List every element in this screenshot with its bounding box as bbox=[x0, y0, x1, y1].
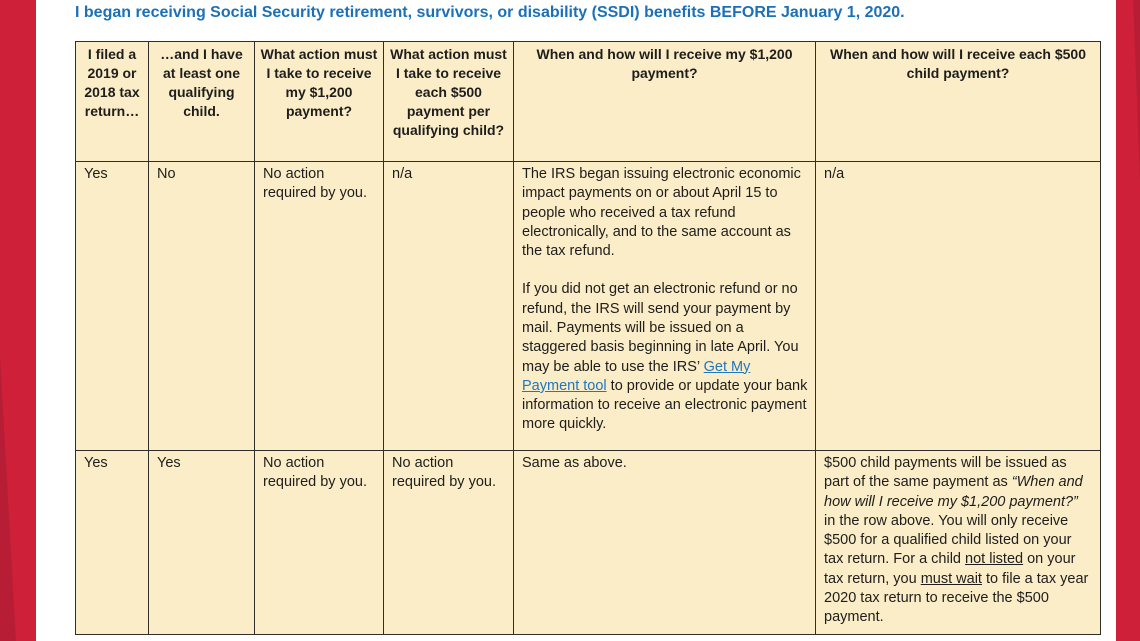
table-row-with-child bbox=[76, 451, 1101, 635]
cell-qualifying-child: Yes bbox=[149, 451, 255, 635]
cell-action-500-na: n/a bbox=[384, 162, 514, 451]
text-segment: to file a tax year 2020 tax return to receive the $500 payment. bbox=[824, 570, 1089, 626]
text-segment-italic: “When and how will I receive my $1,200 payment?” bbox=[824, 474, 1083, 510]
cell-filed: Yes bbox=[76, 162, 149, 451]
text-segment: in the row above. You will only receive $500 for a qualified child listed on your tax return. For a child bbox=[824, 512, 1072, 568]
text-segment: If you did not get an electronic refund or no refund, the IRS will send your payment by mail. Payments will be issued on a staggered basis beginning in late April. You may be able to use the IRS’ bbox=[522, 281, 799, 375]
text-segment-underline: must wait bbox=[920, 570, 982, 587]
cell-when-1200 bbox=[514, 162, 816, 451]
red-banner-left bbox=[0, 0, 36, 641]
cell-when-1200: Same as above. bbox=[514, 451, 816, 635]
header-filed-tax-return: I filed a 2019 or 2018 tax return… bbox=[76, 42, 149, 162]
header-when-500: When and how will I receive each $500 child payment? bbox=[816, 42, 1101, 162]
header-row bbox=[76, 42, 1101, 162]
table-row-no-child bbox=[76, 162, 1101, 451]
cell-action-500: No action required by you. bbox=[384, 451, 514, 635]
header-action-1200: What action must I take to receive my $1,200 payment? bbox=[255, 42, 384, 162]
cell-action-1200: No action required by you. bbox=[255, 162, 384, 451]
text-segment-underline: not listed bbox=[965, 551, 1024, 568]
paragraph bbox=[522, 280, 808, 434]
cell-when-500 bbox=[816, 451, 1101, 635]
text-segment: to provide or update your bank information to receive an electronic payment more quickly. bbox=[522, 377, 808, 433]
cell-when-500-na: n/a bbox=[816, 162, 1101, 451]
text-segment: on your tax return, you bbox=[824, 551, 1076, 587]
cell-qualifying-child: No bbox=[149, 162, 255, 451]
paragraph: The IRS began issuing electronic economic impact payments on or about April 15 to people who received a tax refund electronically, and to the same account as the tax refund. bbox=[522, 166, 801, 260]
header-when-1200: When and how will I receive my $1,200 payment? bbox=[514, 42, 816, 162]
get-my-payment-link[interactable]: Get My Payment tool bbox=[522, 358, 751, 394]
text-segment: $500 child payments will be issued as part of the same payment as bbox=[824, 455, 1067, 491]
cell-filed: Yes bbox=[76, 451, 149, 635]
header-action-500: What action must I take to receive each $500 payment per qualifying child? bbox=[384, 42, 514, 162]
cell-action-1200: No action required by you. bbox=[255, 451, 384, 635]
red-banner-right bbox=[1116, 0, 1140, 641]
header-qualifying-child: …and I have at least one qualifying child. bbox=[149, 42, 255, 162]
benefits-table bbox=[75, 41, 1101, 635]
page-title: I began receiving Social Security retirement, survivors, or disability (SSDI) benefits BEFORE January 1, 2020. bbox=[75, 4, 905, 21]
